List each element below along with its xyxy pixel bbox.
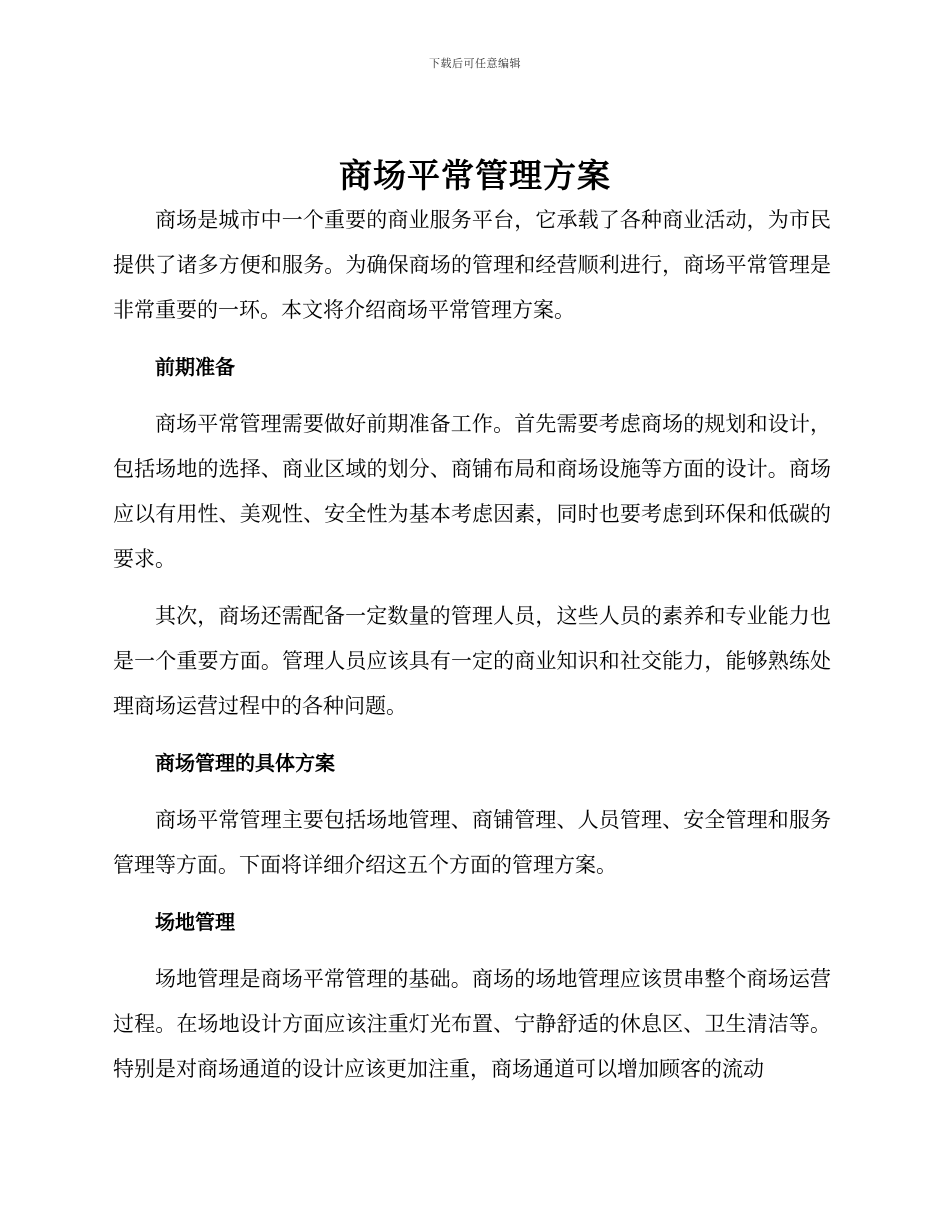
heading-plan: 商场管理的具体方案 [155, 751, 335, 775]
document-body [113, 198, 831, 1104]
heading-site: 场地管理 [155, 910, 235, 934]
document-title: 商场平常管理方案 [339, 156, 611, 195]
paragraph-site-1: 场地管理是商场平常管理的基础。商场的场地管理应该贯串整个商场运营过程。在场地设计方面应该注重灯光布置、宁静舒适的休息区、卫生清洁等。特别是对商场通道的设计应该更加注重，商场通道可以增加顾客的流动 [113, 967, 831, 1081]
heading-prep: 前期准备 [155, 355, 235, 379]
header-note: 下载后可任意编辑 [429, 57, 521, 70]
paragraph-intro: 商场是城市中一个重要的商业服务平台，它承载了各种商业活动，为市民提供了诸多方便和服务。为确保商场的管理和经营顺利进行，商场平常管理是非常重要的一环。本文将介绍商场平常管理方案。 [113, 208, 831, 322]
paragraph-prep-2: 其次，商场还需配备一定数量的管理人员，这些人员的素养和专业能力也是一个重要方面。管理人员应该具有一定的商业知识和社交能力，能够熟练处理商场运营过程中的各种问题。 [113, 604, 831, 718]
paragraph-prep-1: 商场平常管理需要做好前期准备工作。首先需要考虑商场的规划和设计，包括场地的选择、商业区域的划分、商铺布局和商场设施等方面的设计。商场应以有用性、美观性、安全性为基本考虑因素，同时也要考虑到环保和低碳的要求。 [113, 412, 831, 571]
paragraph-plan-1: 商场平常管理主要包括场地管理、商铺管理、人员管理、安全管理和服务管理等方面。下面将详细介绍这五个方面的管理方案。 [113, 808, 831, 877]
